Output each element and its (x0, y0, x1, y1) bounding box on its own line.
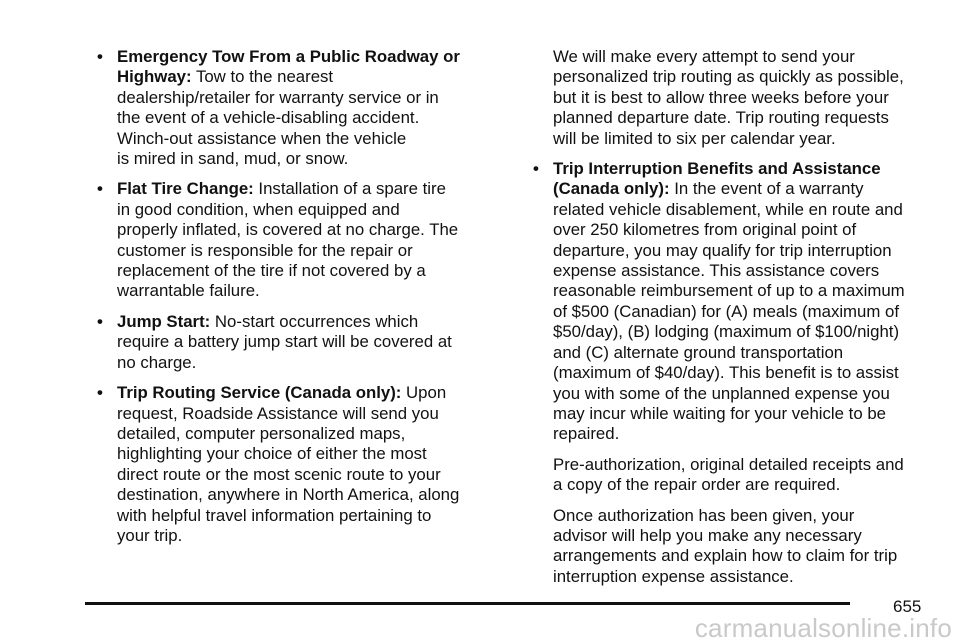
body-text: your trip. (117, 525, 183, 545)
text-line (117, 506, 505, 526)
body-text: detailed, computer personalized maps, (117, 423, 406, 443)
body-text: is mired in sand, mud, or snow. (117, 149, 349, 169)
text-line (553, 159, 933, 179)
body-text: request, Roadside Assistance will send you (117, 403, 439, 423)
right-bullet-list (533, 159, 933, 445)
text-line: planned departure date. Trip routing requests (553, 108, 889, 128)
body-text: Tow to the nearest (191, 67, 334, 87)
text-line: will be limited to six per calendar year. (553, 128, 836, 148)
body-text: dealership/retailer for warranty service or in (117, 87, 439, 107)
text-line (117, 424, 505, 444)
text-line: We will make every attempt to send your (553, 47, 855, 66)
bold-term: Trip Routing Service (Canada only): (117, 383, 402, 403)
bold-term: Jump Start: (117, 311, 211, 331)
text-line (117, 241, 505, 261)
body-text: require a battery jump start will be covered at (117, 332, 452, 352)
right-paragraphs (533, 455, 933, 587)
body-text: you with some of the unplanned expense you (553, 383, 890, 403)
text-line (117, 465, 505, 485)
left-column (97, 47, 505, 556)
body-text: the event of a vehicle-disabling accident. (117, 108, 420, 128)
text-line (117, 485, 505, 505)
body-text: Installation of a spare tire (253, 179, 446, 199)
body-text: Upon (401, 383, 447, 403)
text-line (117, 353, 505, 373)
text-line (117, 67, 505, 87)
authorization-paragraph (533, 506, 933, 588)
text-line (553, 343, 933, 363)
body-text: may incur while waiting for your vehicle to be (553, 403, 886, 423)
bold-term: Trip Interruption Benefits and Assistance (553, 159, 881, 179)
text-line (553, 220, 933, 240)
text-line (553, 200, 933, 220)
body-text: departure, you may qualify for trip interruption (553, 240, 892, 260)
text-line: advisor will help you make any necessary (553, 525, 862, 545)
body-text: repaired. (553, 424, 620, 444)
left-bullet-list (97, 47, 505, 546)
text-line (553, 322, 933, 342)
text-line (553, 384, 933, 404)
text-line (117, 312, 505, 332)
text-line (553, 424, 933, 444)
body-text: In the event of a warranty (669, 179, 864, 199)
trip-routing-intro-paragraph (533, 47, 933, 149)
body-text: in good condition, when equipped and (117, 199, 400, 219)
text-line: arrangements and explain how to claim for trip (553, 546, 898, 566)
text-line (117, 261, 505, 281)
bold-term: Highway: (117, 67, 192, 87)
body-text: over 250 kilometres from original point of (553, 220, 857, 240)
text-line: a copy of the repair order are required. (553, 475, 841, 495)
body-text: Winch-out assistance when the vehicle (117, 128, 407, 148)
body-text: $50/day), (B) lodging (maximum of $100/night) (553, 322, 900, 342)
text-line: personalized trip routing as quickly as possible, (553, 67, 904, 87)
bullet-flat-tire-change (97, 179, 505, 301)
text-line (117, 281, 505, 301)
body-text: related vehicle disablement, while en route and (553, 199, 903, 219)
watermark: carmanualsonline.info (694, 612, 952, 643)
text-line: but it is best to allow three weeks before your (553, 87, 889, 107)
bold-term: Flat Tire Change: (117, 179, 254, 199)
bullet-glyph: • (97, 179, 103, 199)
text-line (117, 179, 505, 199)
right-column (533, 47, 933, 597)
bullet-trip-routing-service (97, 383, 505, 546)
body-text: reasonable reimbursement of up to a maximum (553, 281, 905, 301)
text-line (117, 47, 505, 67)
bullet-glyph: • (97, 47, 103, 66)
body-text: no charge. (117, 352, 197, 372)
body-text: highlighting your choice of either the most (117, 444, 427, 464)
text-line (117, 129, 505, 149)
body-text: of $500 (Canadian) for (A) meals (maximum of (553, 301, 900, 321)
bold-term: Emergency Tow From a Public Roadway or (117, 47, 460, 66)
text-line (117, 444, 505, 464)
text-line (117, 404, 505, 424)
text-line (553, 281, 933, 301)
text-line (553, 363, 933, 383)
body-text: warrantable failure. (117, 281, 260, 301)
text-line (117, 526, 505, 546)
bullet-emergency-tow (97, 47, 505, 169)
body-text: customer is responsible for the repair or (117, 240, 413, 260)
bullet-trip-interruption-benefits (533, 159, 933, 445)
body-text: No-start occurrences which (210, 311, 419, 331)
text-line (117, 149, 505, 169)
body-text: (maximum of $40/day). This benefit is to assist (553, 363, 899, 383)
body-text: with helpful travel information pertaining to (117, 505, 432, 525)
text-line: Once authorization has been given, your (553, 505, 855, 525)
text-line (117, 88, 505, 108)
bullet-glyph: • (97, 383, 103, 403)
text-line: interruption expense assistance. (553, 566, 794, 586)
text-line (117, 108, 505, 128)
body-text: direct route or the most scenic route to your (117, 464, 441, 484)
body-text: and (C) alternate ground transportation (553, 342, 844, 362)
text-line: Pre-authorization, original detailed receipts and (553, 454, 904, 474)
pre-authorization-paragraph (533, 455, 933, 496)
bullet-glyph: • (97, 311, 103, 331)
body-text: destination, anywhere in North America, along (117, 485, 460, 505)
bold-term: (Canada only): (553, 179, 670, 199)
body-text: properly inflated, is covered at no charge. The (117, 220, 459, 240)
text-line (117, 383, 505, 403)
text-line (117, 220, 505, 240)
page-number: 655 (893, 597, 922, 616)
body-text: replacement of the tire if not covered by a (117, 261, 426, 281)
text-line (553, 261, 933, 281)
bullet-jump-start (97, 312, 505, 373)
text-line (553, 179, 933, 199)
bullet-glyph: • (533, 159, 539, 179)
text-line (117, 200, 505, 220)
text-line (553, 302, 933, 322)
text-line (553, 241, 933, 261)
body-text: expense assistance. This assistance covers (553, 261, 880, 281)
footer-rule (85, 602, 850, 605)
text-line (553, 404, 933, 424)
text-line (117, 332, 505, 352)
